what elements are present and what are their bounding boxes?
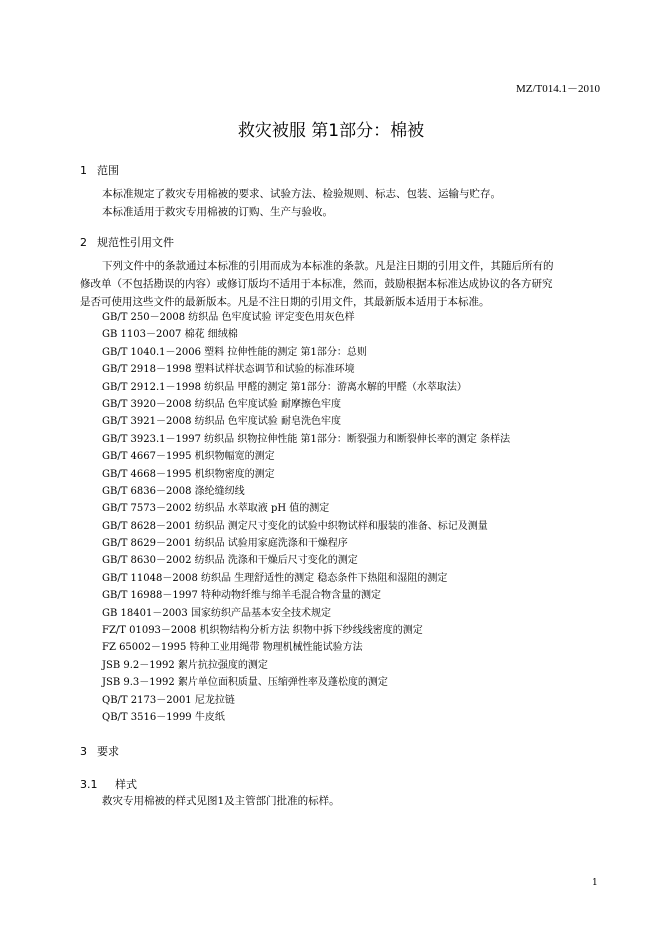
section-title: 范围 — [97, 164, 119, 177]
reference-item: GB/T 6836－2008 涤纶缝纫线 — [102, 485, 245, 497]
reference-item: GB 18401－2003 国家纺织产品基本安全技术规定 — [102, 607, 331, 619]
subsection-number: 3.1 — [80, 778, 98, 791]
reference-list — [102, 309, 510, 726]
section-1-heading — [80, 162, 119, 178]
reference-item: GB/T 8630－2002 纺织品 洗涤和干燥后尺寸变化的测定 — [102, 555, 358, 567]
page-number: 1 — [592, 878, 598, 888]
section-1-body — [80, 185, 600, 221]
subsection-title: 样式 — [115, 778, 137, 791]
reference-item: GB/T 4668－1995 机织物密度的测定 — [102, 468, 275, 480]
reference-item: GB/T 8629－2001 纺织品 试验用家庭洗涤和干燥程序 — [102, 538, 348, 550]
reference-item: GB/T 1040.1－2006 塑料 拉伸性能的测定 第1部分：总则 — [102, 346, 367, 358]
section-number: 1 — [80, 164, 87, 177]
reference-item: FZ 65002－1995 特种工业用绳带 物理机械性能试验方法 — [102, 642, 363, 654]
reference-item: GB/T 8628－2001 纺织品 测定尺寸变化的试验中织物试样和服装的准备、标记及测量 — [102, 520, 488, 532]
document-title: 救灾被服 第1部分：棉被 — [237, 121, 425, 141]
reference-item: GB/T 11048－2008 纺织品 生理舒适性的测定 稳态条件下热阻和湿阻的测定 — [102, 572, 448, 584]
reference-item: QB/T 3516－1999 牛皮纸 — [102, 711, 225, 723]
reference-item: GB/T 3921－2008 纺织品 色牢度试验 耐皂洗色牢度 — [102, 416, 341, 428]
section-title: 规范性引用文件 — [97, 236, 174, 249]
paragraph-line: 本标准适用于救灾专用棉被的订购、生产与验收。 — [102, 206, 333, 218]
reference-item: GB 1103－2007 棉花 细绒棉 — [102, 329, 238, 341]
standard-number: MZ/T014.1－2010 — [515, 83, 600, 95]
reference-item: GB/T 2918－1998 塑料试样状态调节和试验的标准环境 — [102, 364, 355, 376]
paragraph-line: 本标准规定了救灾专用棉被的要求、试验方法、检验规则、标志、包装、运输与贮存。 — [102, 188, 501, 200]
reference-item: GB/T 3920－2008 纺织品 色牢度试验 耐摩擦色牢度 — [102, 398, 341, 410]
section-number: 3 — [80, 745, 87, 758]
reference-item: GB/T 3923.1－1997 纺织品 织物拉伸性能 第1部分：断裂强力和断裂伸长率的测定 条样法 — [102, 433, 511, 445]
subsection-3-1-heading — [80, 776, 137, 792]
reference-item: FZ/T 01093－2008 机织物结构分析方法 织物中拆下纱线线密度的测定 — [102, 625, 423, 637]
reference-item: GB/T 4667－1995 机织物幅宽的测定 — [102, 451, 275, 463]
paragraph-line: 是否可使用这些文件的最新版本。凡是不注日期的引用文件，其最新版本适用于本标准。 — [80, 296, 490, 308]
reference-item: GB/T 2912.1－1998 纺织品 甲醛的测定 第1部分：游离水解的甲醛（水萃取法） — [102, 381, 467, 393]
paragraph-line: 下列文件中的条款通过本标准的引用而成为本标准的条款。凡是注日期的引用文件，其随后所有的 — [102, 260, 554, 272]
reference-item: GB/T 16988－1997 特种动物纤维与绵羊毛混合物含量的测定 — [102, 590, 381, 602]
subsection-3-1-body — [80, 792, 600, 810]
section-3-heading — [80, 743, 119, 759]
section-number: 2 — [80, 236, 87, 249]
section-2-intro — [80, 257, 600, 311]
paragraph-line: 救灾专用棉被的样式见图1及主管部门批准的标样。 — [102, 795, 340, 807]
reference-item: GB/T 7573－2002 纺织品 水萃取液 pH 值的测定 — [102, 503, 330, 515]
reference-item: GB/T 250－2008 纺织品 色牢度试验 评定变色用灰色样 — [102, 312, 355, 323]
reference-item: QB/T 2173－2001 尼龙拉链 — [102, 694, 235, 706]
section-2-heading — [80, 234, 174, 250]
paragraph-line: 修改单（不包括勘误的内容）或修订版均不适用于本标准，然而，鼓励根据本标准达成协议的各方研究 — [80, 278, 553, 290]
reference-item: JSB 9.3－1992 絮片单位面积质量、压缩弹性率及蓬松度的测定 — [102, 677, 388, 689]
reference-item: JSB 9.2－1992 絮片抗拉强度的测定 — [102, 659, 268, 671]
section-title: 要求 — [97, 745, 119, 758]
